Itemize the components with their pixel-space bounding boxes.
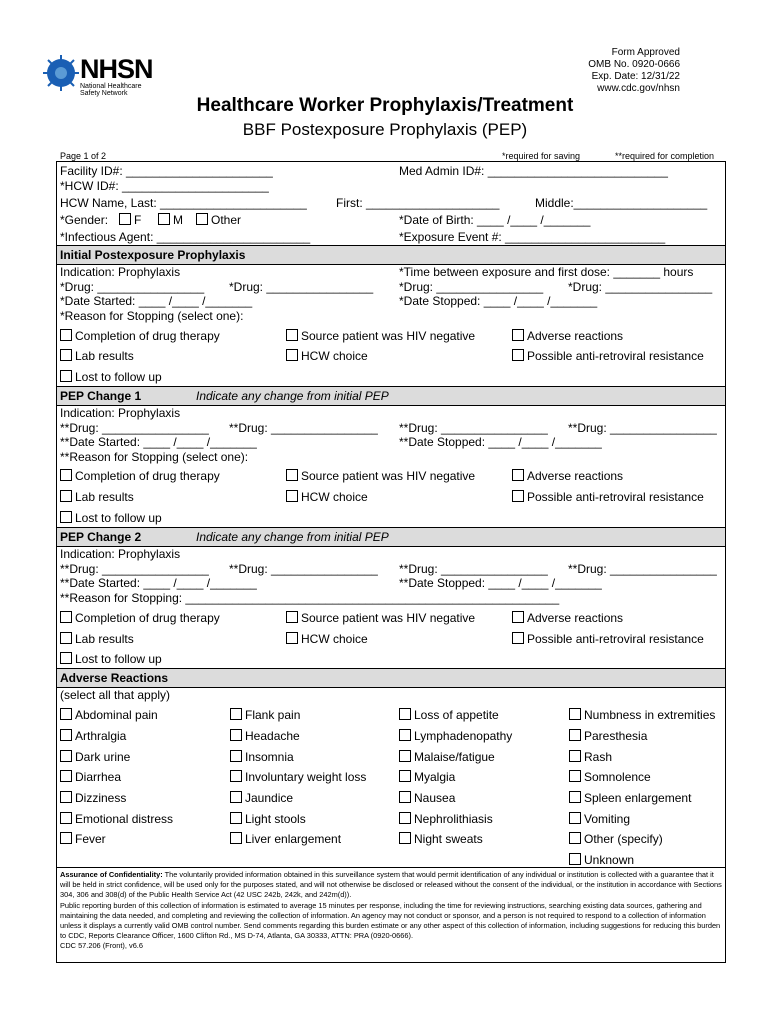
- first-name-field[interactable]: First: ____________________: [336, 196, 500, 210]
- adverse-insomnia-checkbox[interactable]: Insomnia: [230, 750, 294, 764]
- adverse-jaundice-checkbox[interactable]: Jaundice: [230, 791, 293, 805]
- nhsn-logo-icon: [42, 54, 80, 92]
- pep-change-1-title: PEP Change 1: [60, 389, 142, 403]
- adverse-paresthesia-checkbox[interactable]: Paresthesia: [569, 729, 647, 743]
- adverse-vomiting-checkbox[interactable]: Vomiting: [569, 812, 630, 826]
- initial-date-stopped-field[interactable]: *Date Stopped: ____ /____ /_______: [399, 294, 598, 308]
- adverse-rash-checkbox[interactable]: Rash: [569, 750, 612, 764]
- change2-hcw-choice-checkbox[interactable]: HCW choice: [286, 632, 368, 646]
- change1-indication: Indication: Prophylaxis: [60, 406, 181, 420]
- confidentiality-notice: Assurance of Confidentiality: The voluntarily provided information obtained in this surveillance system that would permit identification of any individual or institution is collected with a guarantee that it will be held in strict confidence, will be used only for the purposes stated, and will not otherwise be disclosed or released without the consent of the individual, or the institution in accordance with Sections 304, 306 and 308(d) of the Public Health Service Act (42 USC 242b, 242k, and 242m(d)). Public reporting burden of this collection of information is estimated to average 15 minutes per response, including the time for reviewing instructions, searching existing data sources, gathering and maintaining the data needed, and completing and reviewing the collection of information. An agency may not conduct or sponsor, and a person is not required to respond to a collection of information unless it displays a currently valid OMB control number. Send comments regarding this burden estimate or any other aspect of this collection of information, including suggestions for reducing this burden to CDC, Reports Clearance Officer, 1600 Clifton Rd., MS D-74, Atlanta, GA 30333, ATTN: PRA (0920-0666). CDC 57.206 (Front), v6.6: [60, 870, 722, 951]
- required-saving-note: *required for saving: [502, 151, 581, 161]
- change1-completion-checkbox[interactable]: Completion of drug therapy: [60, 469, 220, 483]
- initial-drug-1-field[interactable]: *Drug: ________________: [60, 280, 205, 294]
- gender-label: *Gender:: [60, 213, 109, 227]
- change1-adverse-checkbox[interactable]: Adverse reactions: [512, 469, 623, 483]
- initial-lab-results-checkbox[interactable]: Lab results: [60, 349, 134, 363]
- adverse-numbness-checkbox[interactable]: Numbness in extremities: [569, 708, 715, 722]
- adverse-diarrhea-checkbox[interactable]: Diarrhea: [60, 770, 121, 784]
- logo-subtitle: National Healthcare Safety Network: [80, 83, 142, 97]
- adverse-dizziness-checkbox[interactable]: Dizziness: [60, 791, 126, 805]
- required-completion-note: **required for completion: [615, 151, 715, 161]
- hcw-last-name-field[interactable]: HCW Name, Last: ______________________: [60, 196, 307, 210]
- pep-change-1-header: [57, 387, 725, 405]
- initial-drug-3-field[interactable]: *Drug: ________________: [399, 280, 544, 294]
- initial-lost-checkbox[interactable]: Lost to follow up: [60, 370, 162, 384]
- change1-drug-4-field[interactable]: **Drug: ________________: [568, 421, 717, 435]
- change2-adverse-checkbox[interactable]: Adverse reactions: [512, 611, 623, 625]
- change2-reason-field[interactable]: **Reason for Stopping: ________________________________________________________: [60, 591, 560, 605]
- adverse-other-checkbox[interactable]: Other (specify): [569, 832, 663, 846]
- change2-indication: Indication: Prophylaxis: [60, 547, 181, 561]
- adverse-night-sweats-checkbox[interactable]: Night sweats: [399, 832, 483, 846]
- initial-hiv-negative-checkbox[interactable]: Source patient was HIV negative: [286, 329, 475, 343]
- gender-f-checkbox[interactable]: F: [119, 213, 141, 227]
- change2-lost-checkbox[interactable]: Lost to follow up: [60, 652, 162, 666]
- page-number: Page 1 of 2: [60, 151, 107, 161]
- change2-drug-2-field[interactable]: **Drug: ________________: [229, 562, 378, 576]
- adverse-nephrolithiasis-checkbox[interactable]: Nephrolithiasis: [399, 812, 493, 826]
- adverse-select-note: (select all that apply): [60, 688, 171, 702]
- adverse-fever-checkbox[interactable]: Fever: [60, 832, 106, 846]
- change2-completion-checkbox[interactable]: Completion of drug therapy: [60, 611, 220, 625]
- change1-reason-label: **Reason for Stopping (select one):: [60, 450, 249, 464]
- change1-drug-2-field[interactable]: **Drug: ________________: [229, 421, 378, 435]
- initial-reason-label: *Reason for Stopping (select one):: [60, 309, 244, 323]
- middle-name-field[interactable]: Middle:____________________: [535, 196, 708, 210]
- pep-change-1-note: Indicate any change from initial PEP: [196, 389, 389, 403]
- omb-block: Form Approved OMB No. 0920-0666 Exp. Date: 12/31/22 www.cdc.gov/nhsn: [588, 47, 680, 94]
- change2-drug-3-field[interactable]: **Drug: ________________: [399, 562, 548, 576]
- initial-hcw-choice-checkbox[interactable]: HCW choice: [286, 349, 368, 363]
- adverse-nausea-checkbox[interactable]: Nausea: [399, 791, 455, 805]
- adverse-liver-enlargement-checkbox[interactable]: Liver enlargement: [230, 832, 341, 846]
- adverse-abdominal-pain-checkbox[interactable]: Abdominal pain: [60, 708, 158, 722]
- initial-completion-checkbox[interactable]: Completion of drug therapy: [60, 329, 220, 343]
- adverse-myalgia-checkbox[interactable]: Myalgia: [399, 770, 455, 784]
- adverse-spleen-enlargement-checkbox[interactable]: Spleen enlargement: [569, 791, 691, 805]
- adverse-arthralgia-checkbox[interactable]: Arthralgia: [60, 729, 126, 743]
- change2-date-started-field[interactable]: **Date Started: ____ /____ /_______: [60, 576, 257, 590]
- initial-drug-4-field[interactable]: *Drug: ________________: [568, 280, 713, 294]
- logo-wordmark: NHSN: [80, 54, 153, 84]
- adverse-headache-checkbox[interactable]: Headache: [230, 729, 300, 743]
- infectious-agent-field[interactable]: *Infectious Agent: _______________________: [60, 230, 311, 244]
- hcw-id-field[interactable]: *HCW ID#: ______________________: [60, 179, 269, 193]
- change2-drug-1-field[interactable]: **Drug: ________________: [60, 562, 209, 576]
- facility-id-field[interactable]: Facility ID#: ______________________: [60, 164, 273, 178]
- adverse-emotional-distress-checkbox[interactable]: Emotional distress: [60, 812, 173, 826]
- adverse-lymphadenopathy-checkbox[interactable]: Lymphadenopathy: [399, 729, 512, 743]
- change1-drug-1-field[interactable]: **Drug: ________________: [60, 421, 209, 435]
- form-title: Healthcare Worker Prophylaxis/Treatment: [196, 95, 574, 116]
- change2-resistance-checkbox[interactable]: Possible anti-retroviral resistance: [512, 632, 704, 646]
- change1-lab-results-checkbox[interactable]: Lab results: [60, 490, 134, 504]
- change1-drug-3-field[interactable]: **Drug: ________________: [399, 421, 548, 435]
- gender-other-checkbox[interactable]: Other: [196, 213, 241, 227]
- date-of-birth-field[interactable]: *Date of Birth: ____ /____ /_______: [399, 213, 591, 227]
- initial-indication: Indication: Prophylaxis: [60, 265, 181, 279]
- adverse-weight-loss-checkbox[interactable]: Involuntary weight loss: [230, 770, 366, 784]
- adverse-dark-urine-checkbox[interactable]: Dark urine: [60, 750, 130, 764]
- change1-lost-checkbox[interactable]: Lost to follow up: [60, 511, 162, 525]
- form-subtitle: BBF Postexposure Prophylaxis (PEP): [242, 120, 528, 139]
- form-id: CDC 57.206 (Front), v6.6: [60, 941, 143, 951]
- change2-hiv-negative-checkbox[interactable]: Source patient was HIV negative: [286, 611, 475, 625]
- change2-date-stopped-field[interactable]: **Date Stopped: ____ /____ /_______: [399, 576, 602, 590]
- change2-drug-4-field[interactable]: **Drug: ________________: [568, 562, 717, 576]
- change1-hiv-negative-checkbox[interactable]: Source patient was HIV negative: [286, 469, 475, 483]
- initial-adverse-checkbox[interactable]: Adverse reactions: [512, 329, 623, 343]
- adverse-flank-pain-checkbox[interactable]: Flank pain: [230, 708, 300, 722]
- initial-pep-title: Initial Postexposure Prophylaxis: [60, 248, 246, 262]
- pep-change-2-title: PEP Change 2: [60, 530, 142, 544]
- pep-change-2-header: [57, 528, 725, 546]
- adverse-light-stools-checkbox[interactable]: Light stools: [230, 812, 306, 826]
- time-to-first-dose-field[interactable]: *Time between exposure and first dose: _______ hours: [399, 265, 694, 279]
- adverse-somnolence-checkbox[interactable]: Somnolence: [569, 770, 651, 784]
- change2-lab-results-checkbox[interactable]: Lab results: [60, 632, 134, 646]
- pep-change-2-note: Indicate any change from initial PEP: [196, 530, 389, 544]
- initial-resistance-checkbox[interactable]: Possible anti-retroviral resistance: [512, 349, 704, 363]
- adverse-unknown-checkbox[interactable]: Unknown: [569, 853, 634, 867]
- change1-date-stopped-field[interactable]: **Date Stopped: ____ /____ /_______: [399, 435, 602, 449]
- change1-resistance-checkbox[interactable]: Possible anti-retroviral resistance: [512, 490, 704, 504]
- med-admin-id-field[interactable]: Med Admin ID#: ___________________________: [399, 164, 668, 178]
- adverse-reactions-title: Adverse Reactions: [60, 671, 169, 685]
- adverse-loss-of-appetite-checkbox[interactable]: Loss of appetite: [399, 708, 499, 722]
- change1-hcw-choice-checkbox[interactable]: HCW choice: [286, 490, 368, 504]
- gender-m-checkbox[interactable]: M: [158, 213, 183, 227]
- initial-drug-2-field[interactable]: *Drug: ________________: [229, 280, 374, 294]
- change1-date-started-field[interactable]: **Date Started: ____ /____ /_______: [60, 435, 257, 449]
- exposure-event-field[interactable]: *Exposure Event #: ________________________: [399, 230, 666, 244]
- adverse-malaise-checkbox[interactable]: Malaise/fatigue: [399, 750, 495, 764]
- initial-date-started-field[interactable]: *Date Started: ____ /____ /_______: [60, 294, 253, 308]
